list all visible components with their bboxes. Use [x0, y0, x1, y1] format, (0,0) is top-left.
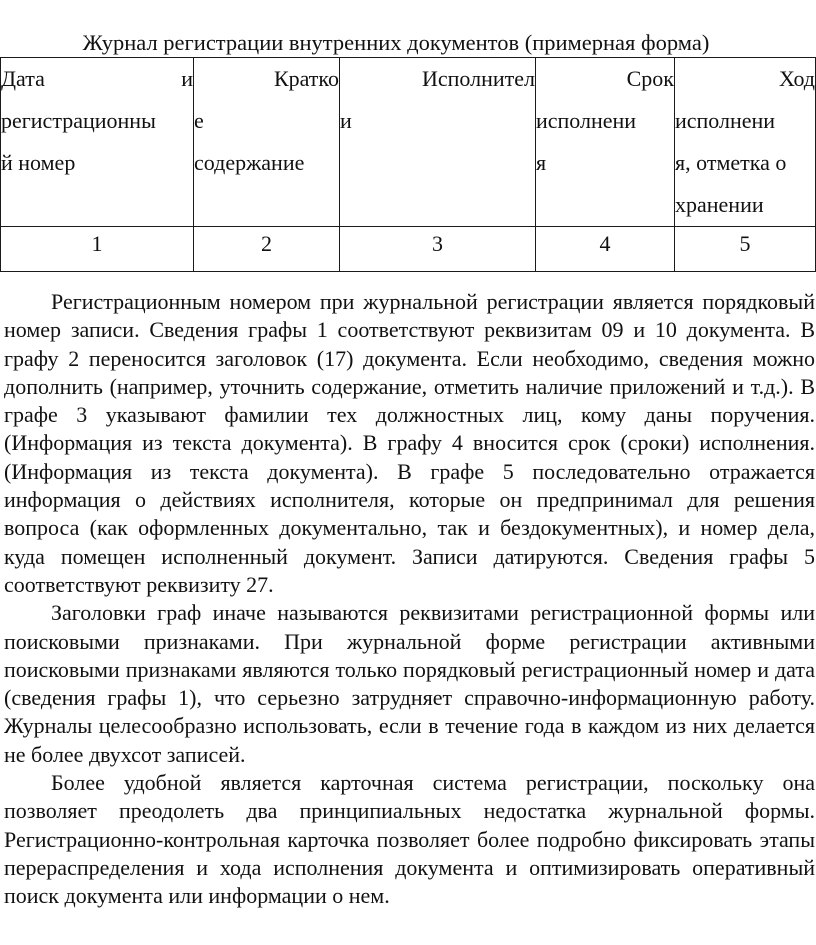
- table-number-row: [1, 227, 816, 272]
- column-number: 4: [536, 227, 675, 272]
- header-line: исполнени: [675, 108, 776, 133]
- paragraph: Заголовки граф иначе называются реквизитами регистрационной формы или поисковыми признаками. При журнальной форме регистрации активными поисковыми признаками являются только порядковый регистрационный номер и дата (сведения графы 1), что серьезно затрудняет справочно-информационную работу. Журналы целесообразно использовать, если в течение года в каждом из них делается не более двухсот записей.: [4, 600, 815, 767]
- header-line: Исполнител: [421, 66, 535, 91]
- column-number: 2: [194, 227, 340, 272]
- header-line: я: [536, 150, 547, 175]
- registration-journal-table: [0, 57, 816, 272]
- paragraph: Регистрационным номером при журнальной регистрации является порядковый номер записи. Сведения графы 1 соответствуют реквизитам 09 и 10 документа. В графу 2 переносится заголовок (17) документа. Если необходимо, сведения можно дополнить (например, уточнить содержание, отметить наличие приложений и т.д.). В графе 3 указывают фамилии тех должностных лиц, кому даны поручения. (Информация из текста документа). В графу 4 вносится срок (сроки) исполнения. (Информация из текста документа). В графе 5 последовательно отражается информация о действиях исполнителя, которые он предпринимал для решения вопроса (как оформленных документально, так и бездокументных), и номер дела, куда помещен исполненный документ. Записи датируются. Сведения графы 5 соответствуют реквизиту 27.: [4, 289, 815, 597]
- header-line: содержание: [194, 150, 305, 175]
- header-line: я, отметка о: [675, 150, 787, 175]
- header-cell-date-number: [1, 58, 194, 227]
- header-cell-progress-storage: [675, 58, 816, 227]
- header-line: регистрационны: [1, 108, 156, 133]
- header-line: Срок: [626, 66, 674, 91]
- table-header-row: [1, 58, 816, 227]
- header-line: хранении: [675, 192, 764, 217]
- header-cell-deadline: [536, 58, 675, 227]
- column-number: 1: [1, 227, 194, 272]
- paragraph: Более удобной является карточная система регистрации, поскольку она позволяет преодолеть два принципиальных недостатка журнальной формы. Регистрационно-контрольная карточка позволяет более подробно фиксировать этапы перераспределения и хода исполнения документа и оптимизировать оперативный поиск документа или информации о нем.: [4, 770, 815, 909]
- page-title: Журнал регистрации внутренних документов (примерная форма): [82, 30, 710, 55]
- column-number: 5: [675, 227, 816, 272]
- body-text: [4, 288, 815, 911]
- header-line: исполнени: [536, 108, 637, 133]
- header-line: Дата и: [1, 66, 193, 91]
- header-line: Кратко: [273, 66, 339, 91]
- header-cell-executors: [340, 58, 536, 227]
- column-number: 3: [340, 227, 536, 272]
- header-line: и: [340, 108, 352, 133]
- header-cell-summary: [194, 58, 340, 227]
- header-line: Ход: [778, 66, 815, 91]
- header-line: е: [194, 108, 204, 133]
- header-line: й номер: [1, 150, 76, 175]
